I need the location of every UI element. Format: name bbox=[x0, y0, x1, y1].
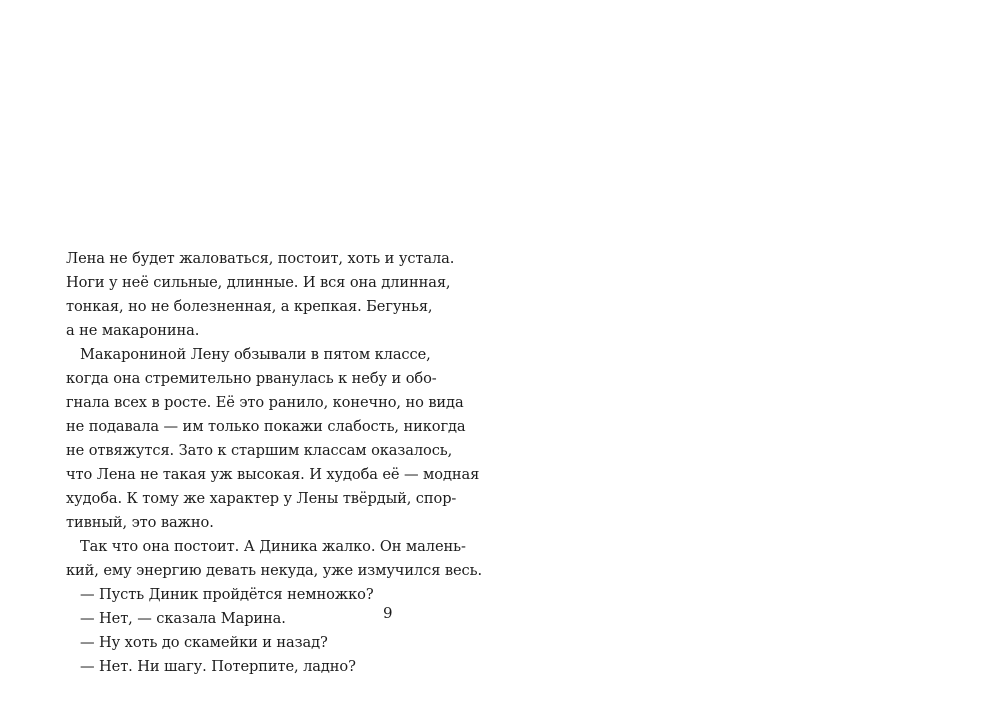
text-line: кий, ему энергию девать некуда, уже измучился весь. bbox=[66, 562, 482, 579]
paragraph-first-line: Так что она постоит. А Диника жалко. Он малень- bbox=[80, 538, 466, 555]
text-line: не подавала — им только покажи слабость, никогда bbox=[66, 418, 466, 435]
text-line: худоба. К тому же характер у Лены твёрдый, спор- bbox=[66, 490, 457, 507]
left-page-text bbox=[66, 247, 482, 679]
text-line: гнала всех в росте. Её это ранило, конечно, но вида bbox=[66, 394, 464, 411]
text-line: что Лена не такая уж высокая. И худоба её — модная bbox=[66, 466, 480, 483]
text-line: Лена не будет жаловаться, постоит, хоть и устала. bbox=[66, 250, 455, 267]
dialogue-line: — Ну хоть до скамейки и назад? bbox=[80, 634, 328, 651]
dialogue-line: — Пусть Диник пройдётся немножко? bbox=[80, 586, 374, 603]
text-line: не отвяжутся. Зато к старшим классам оказалось, bbox=[66, 442, 453, 459]
text-line: когда она стремительно рванулась к небу и обо- bbox=[66, 370, 437, 387]
text-line: Ноги у неё сильные, длинные. И вся она длинная, bbox=[66, 274, 451, 291]
dialogue-line: — Нет, — сказала Марина. bbox=[80, 610, 286, 627]
paragraph-first-line: Макарониной Лену обзывали в пятом классе, bbox=[80, 346, 431, 363]
left-page bbox=[0, 0, 500, 675]
dialogue-line: — Нет. Ни шагу. Потерпите, ладно? bbox=[80, 658, 356, 675]
text-line: тивный, это важно. bbox=[66, 514, 214, 531]
right-page bbox=[500, 0, 1000, 650]
text-line: а не макаронина. bbox=[66, 322, 200, 339]
page-number: 9 bbox=[383, 604, 393, 622]
text-line: тонкая, но не болезненная, а крепкая. Бегунья, bbox=[66, 298, 433, 315]
